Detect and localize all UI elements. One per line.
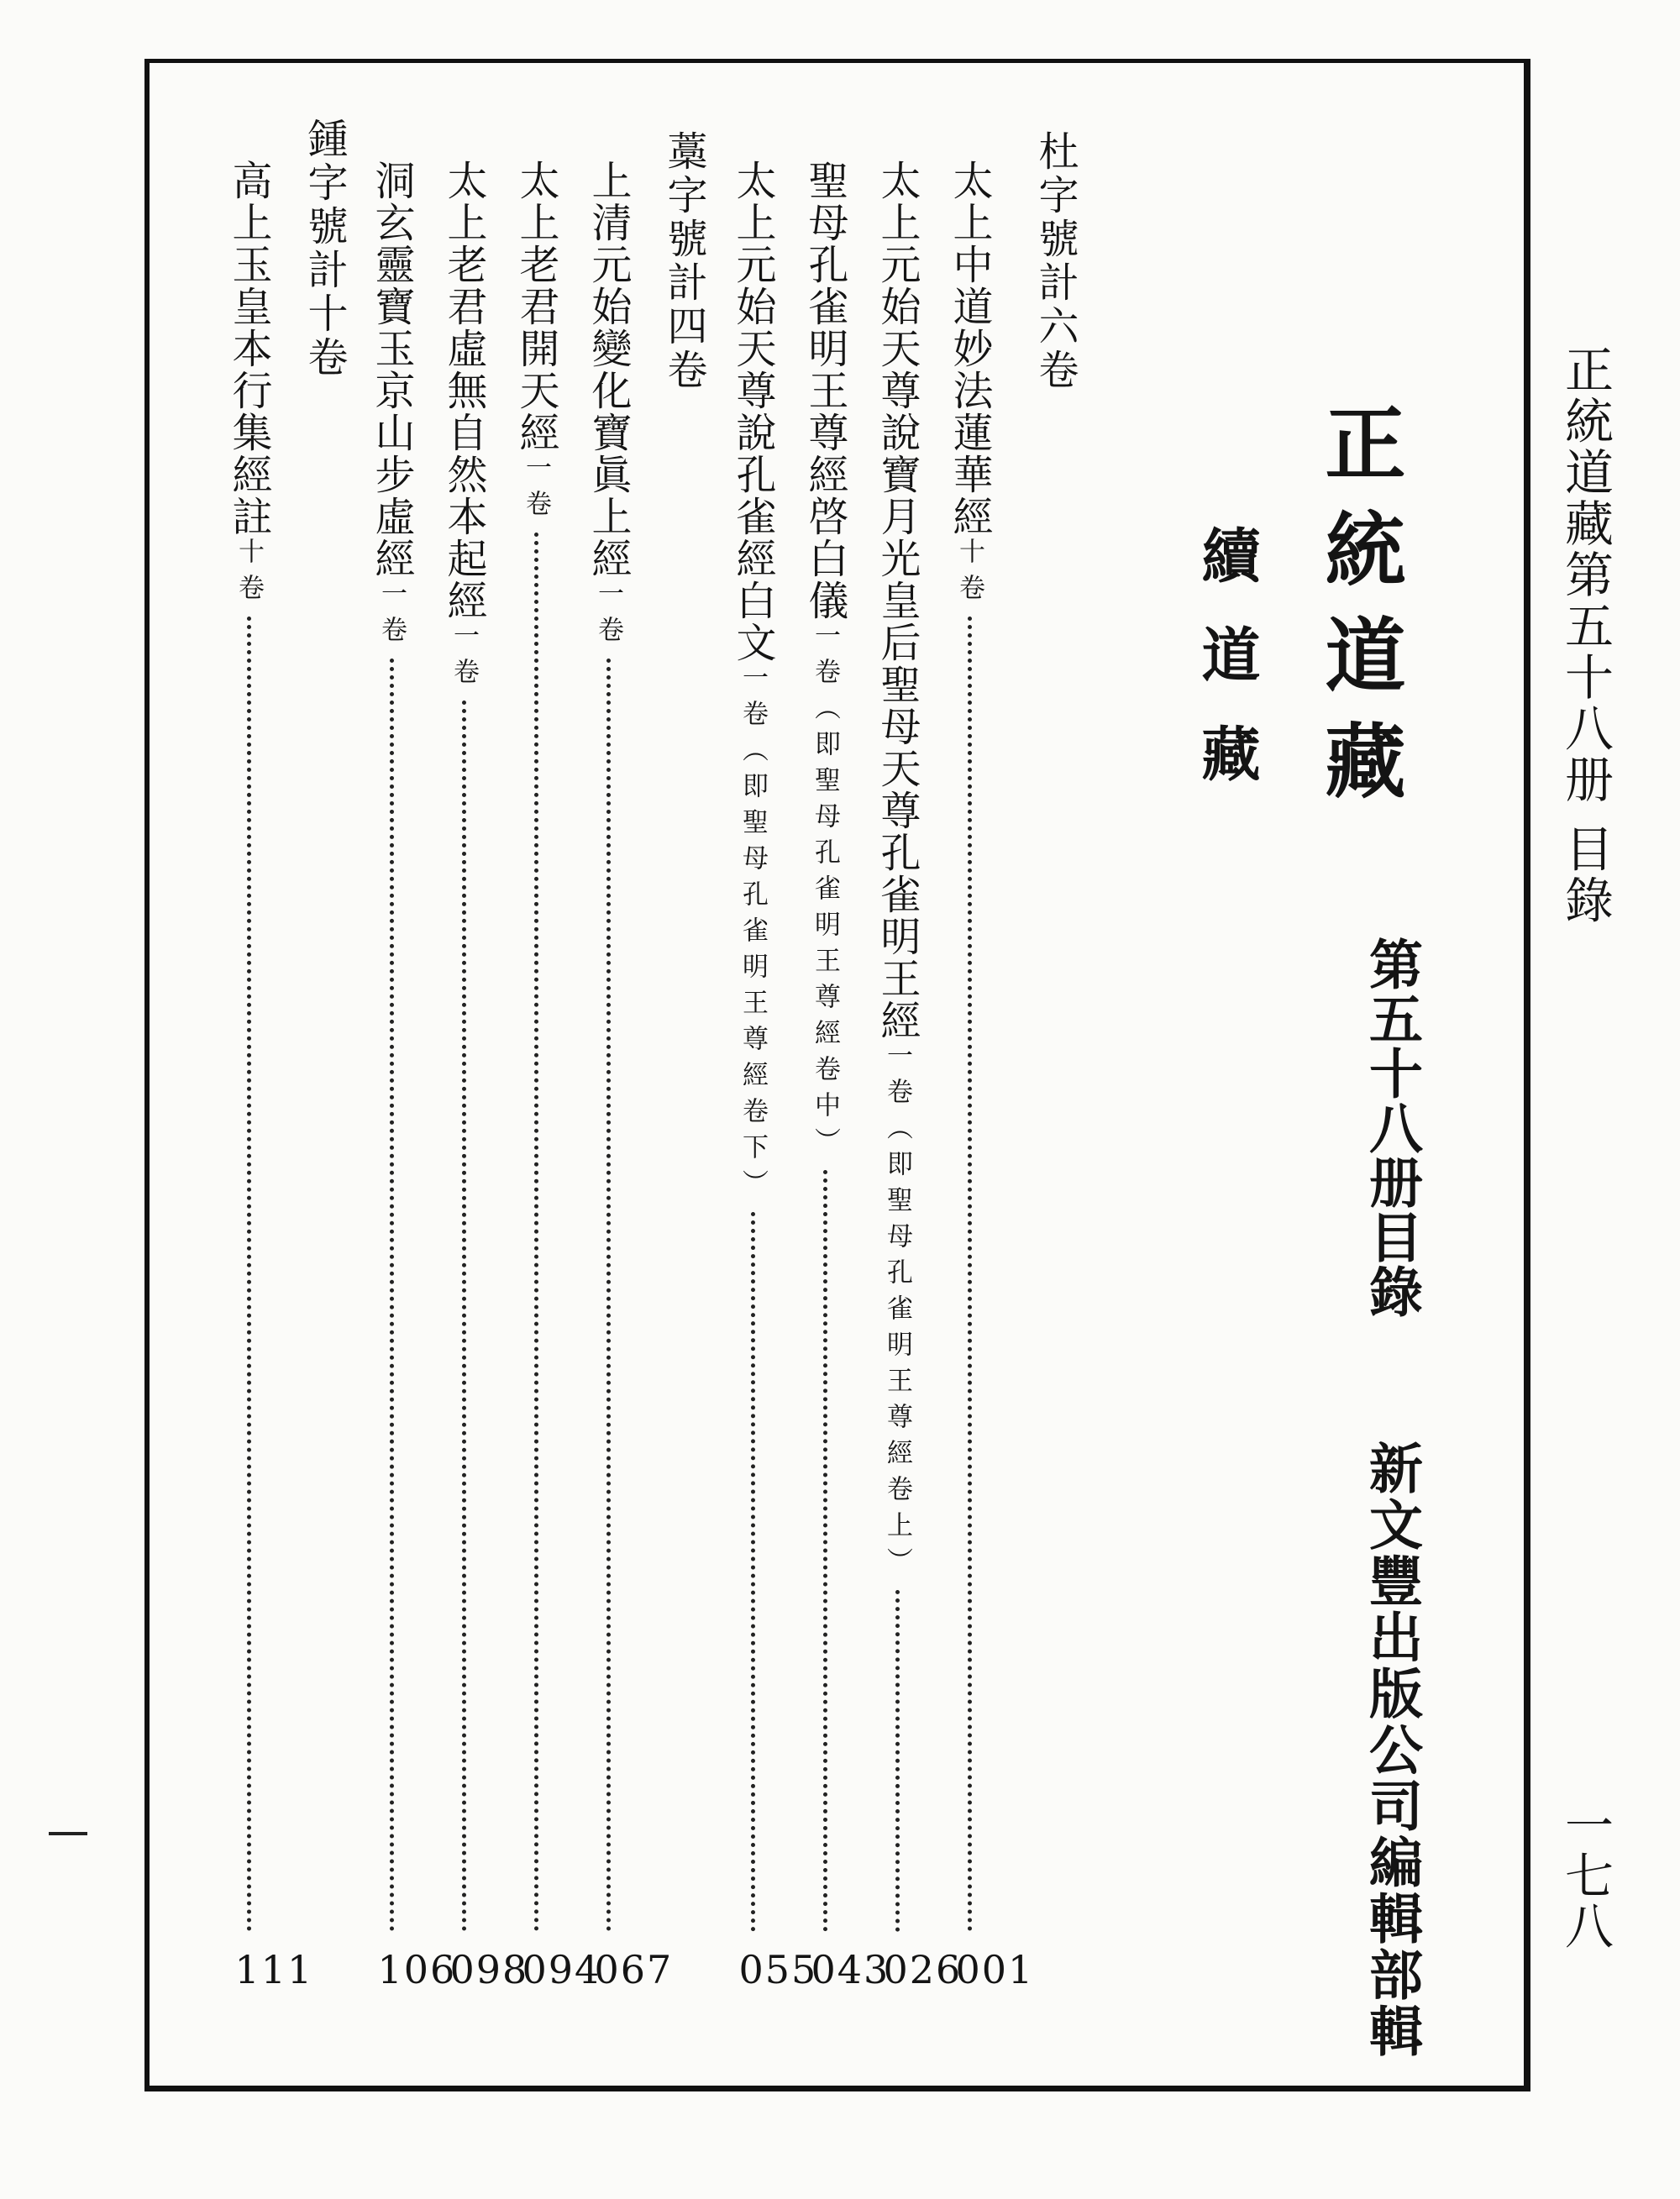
entry-page: 094 [522,1947,601,1992]
entry-page: 043 [811,1947,890,1992]
running-head: 正統道藏第五十八册 目錄 [1557,344,1614,926]
entry-note: 一卷 [376,580,407,652]
entry-note: 一卷（即聖母孔雀明王尊經卷中） [810,622,840,1163]
editor-credit: 新文豐出版公司編輯部輯 [1360,1441,1423,2060]
entry-title: 太上老君虛無自然本起經 [440,160,487,622]
toc-entry[interactable] [580,160,674,1992]
entry-title: 太上元始天尊說寶月光皇后聖母天尊孔雀明王經 [874,160,921,1042]
entry-page: 055 [738,1947,818,1992]
edge-mark [49,1832,87,1835]
entry-page: 098 [449,1947,529,1992]
entry-note: 一卷（即聖母孔雀明王尊經卷下） [738,664,768,1205]
entry-title: 太上中道妙法蓮華經 [946,160,993,538]
book-subtitle: 續道藏 [1192,525,1262,822]
dot-leader [462,701,466,1932]
entry-note: 十卷 [234,538,264,610]
dot-leader [751,1212,755,1932]
dot-leader [606,659,611,1932]
dot-leader [968,617,972,1932]
entry-title: 洞玄靈寶玉京山步虛經 [368,160,415,580]
entry-page: 001 [955,1947,1035,1992]
entry-title: 太上老君開天經 [512,160,559,454]
dot-leader [390,659,394,1932]
entry-note: 一卷（即聖母孔雀明王尊經卷上） [882,1042,912,1583]
page-number: 一七八 [1557,1800,1614,1951]
dot-leader [895,1590,900,1932]
entry-note: 一卷 [593,580,623,652]
toc-entry[interactable] [435,160,529,1992]
toc-entry[interactable] [507,160,601,1992]
dot-leader [823,1170,827,1932]
group-heading-zhong: 鍾字號計十卷 [301,118,348,380]
toc-entry[interactable] [220,160,314,1992]
entry-page: 111 [234,1947,314,1992]
group-heading-du: 杜字號計六卷 [1032,130,1079,392]
entry-note: 一卷 [449,622,479,694]
entry-note: 一卷 [521,454,551,526]
toc-entry[interactable] [724,160,818,1992]
entry-title: 聖母孔雀明王尊經啓白儀 [801,160,848,622]
entry-note: 十卷 [954,538,984,610]
dot-leader [247,617,251,1932]
toc-entry[interactable] [363,160,457,1992]
toc-entry[interactable] [941,160,1035,1992]
volume-catalog-heading: 第五十八册目錄 [1360,937,1423,1319]
entry-title: 上清元始變化寶眞上經 [585,160,632,580]
entry-title: 高上玉皇本行集經註 [225,160,272,538]
toc-entry[interactable] [796,160,890,1992]
group-heading-gao: 藁字號計四卷 [660,130,707,392]
book-title: 正統道藏 [1312,401,1407,825]
entry-page: 106 [377,1947,457,1992]
entry-page: 026 [883,1947,963,1992]
entry-title: 太上元始天尊說孔雀經白文 [729,160,776,664]
entry-page: 067 [594,1947,674,1992]
dot-leader [534,533,538,1932]
toc-entry[interactable] [869,160,963,1992]
